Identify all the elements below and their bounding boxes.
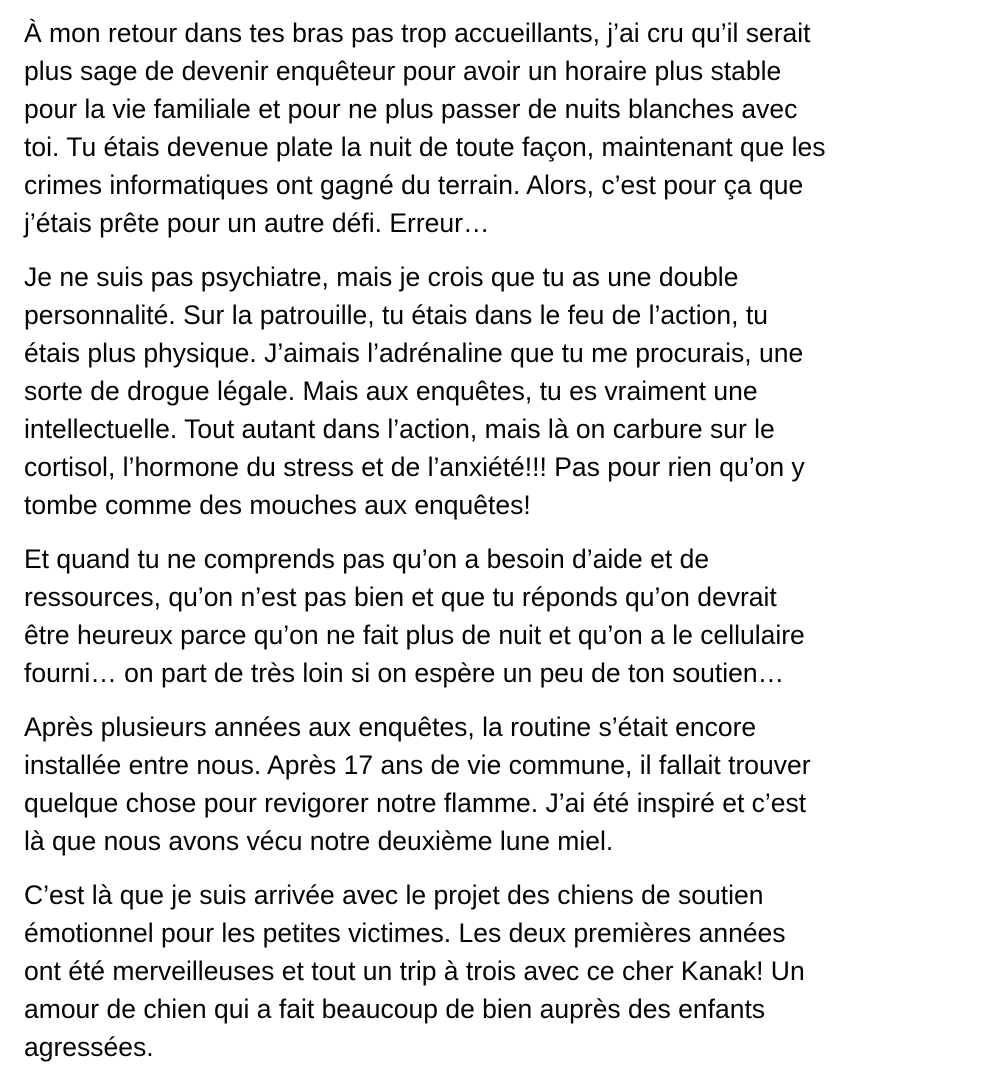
text-line: crimes informatiques ont gagné du terrain. Alors, c’est pour ça que — [24, 170, 804, 200]
text-line: ont été merveilleuses et tout un trip à trois avec ce cher Kanak! Un — [24, 956, 805, 986]
text-line: agressées. — [24, 1032, 154, 1062]
paragraph-4 — [24, 708, 964, 860]
text-line: sorte de drogue légale. Mais aux enquêtes, tu es vraiment une — [24, 376, 758, 406]
text-line: émotionnel pour les petites victimes. Les deux premières années — [24, 918, 786, 948]
text-line: amour de chien qui a fait beaucoup de bien auprès des enfants — [24, 994, 766, 1024]
text-line: plus sage de devenir enquêteur pour avoir un horaire plus stable — [24, 56, 782, 86]
text-line: installée entre nous. Après 17 ans de vie commune, il fallait trouver — [24, 750, 811, 780]
post-body — [24, 14, 964, 1082]
text-line: fourni… on part de très loin si on espère un peu de ton soutien… — [24, 658, 785, 688]
text-line: À mon retour dans tes bras pas trop accueillants, j’ai cru qu’il serait — [24, 18, 811, 48]
text-line: Je ne suis pas psychiatre, mais je crois que tu as une double — [24, 262, 739, 292]
text-line: être heureux parce qu’on ne fait plus de nuit et qu’on a le cellulaire — [24, 620, 805, 650]
text-line: C’est là que je suis arrivée avec le projet des chiens de soutien — [24, 880, 764, 910]
text-line: personnalité. Sur la patrouille, tu étais dans le feu de l’action, tu — [24, 300, 768, 330]
text-line: quelque chose pour revigorer notre flamme. J’ai été inspiré et c’est — [24, 788, 807, 818]
text-line: tombe comme des mouches aux enquêtes! — [24, 490, 531, 520]
text-line: ressources, qu’on n’est pas bien et que tu réponds qu’on devrait — [24, 582, 777, 612]
text-line: étais plus physique. J’aimais l’adrénaline que tu me procurais, une — [24, 338, 804, 368]
text-line: Après plusieurs années aux enquêtes, la routine s’était encore — [24, 712, 757, 742]
text-line: cortisol, l’hormone du stress et de l’anxiété!!! Pas pour rien qu’on y — [24, 452, 805, 482]
text-line: intellectuelle. Tout autant dans l’action, mais là on carbure sur le — [24, 414, 775, 444]
paragraph-1 — [24, 14, 964, 242]
text-line: Et quand tu ne comprends pas qu’on a besoin d’aide et de — [24, 544, 710, 574]
text-line: j’étais prête pour un autre défi. Erreur… — [24, 208, 490, 238]
text-line: pour la vie familiale et pour ne plus passer de nuits blanches avec — [24, 94, 798, 124]
paragraph-5 — [24, 876, 964, 1066]
paragraph-3 — [24, 540, 964, 692]
paragraph-2 — [24, 258, 964, 524]
text-line: toi. Tu étais devenue plate la nuit de toute façon, maintenant que les — [24, 132, 826, 162]
text-line: là que nous avons vécu notre deuxième lune miel. — [24, 826, 614, 856]
